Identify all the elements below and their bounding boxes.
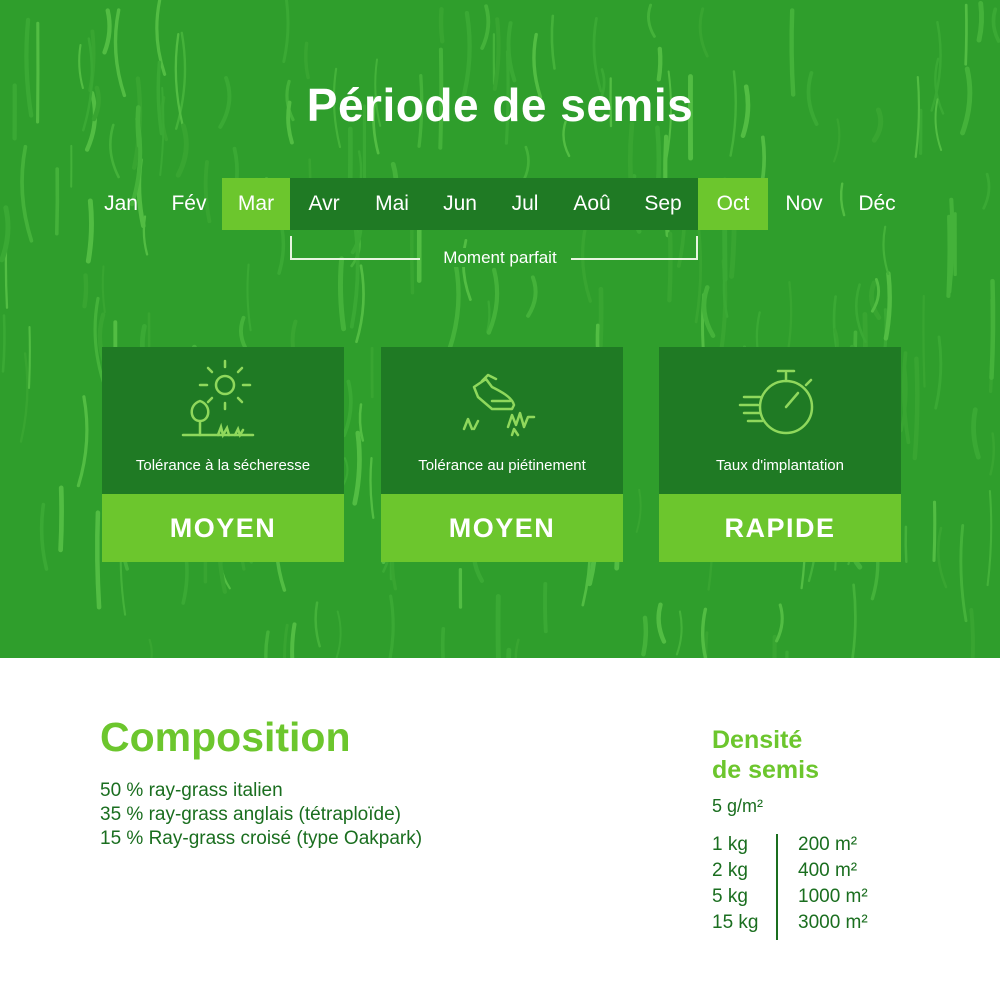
grass-blade [966, 5, 967, 64]
density-rate: 5 g/m² [712, 796, 764, 816]
stopwatch-icon [730, 357, 830, 445]
density-title-line1: Densité [712, 726, 803, 754]
month-jan: Jan [104, 192, 138, 215]
month-may: Mai [358, 178, 426, 230]
grass-blade [29, 327, 30, 388]
density-title-line2: de semis [712, 756, 820, 784]
month-feb: Fév [171, 192, 207, 215]
grass-blade [443, 629, 444, 658]
grass-blade [934, 502, 935, 560]
grass-blade [961, 526, 966, 621]
grass-blade [266, 632, 272, 658]
grass-blade [110, 125, 118, 177]
grass-blade [509, 650, 510, 658]
grass-blade [936, 337, 941, 408]
grass-blade [61, 488, 62, 550]
grass-blade [146, 640, 152, 658]
grass-blade [178, 126, 186, 175]
grass-blade [659, 605, 664, 642]
month-jun: Jun [426, 178, 494, 230]
card-label: Taux d'implantation [716, 457, 844, 474]
grass-blade [886, 274, 890, 339]
grass-blade [991, 434, 994, 475]
grass-blade [103, 266, 105, 312]
card-label: Tolérance à la sécheresse [135, 457, 311, 474]
month-mar: Mar [222, 178, 290, 230]
grass-blade [247, 265, 250, 331]
grass-blade [105, 11, 110, 53]
grass-blade [979, 3, 982, 40]
composition-item: 50 % ray-grass italien [100, 780, 283, 801]
grass-blade [850, 585, 855, 658]
grass-blade [449, 262, 458, 349]
density-table [712, 832, 902, 936]
grass-blade [333, 612, 341, 659]
composition-item: 35 % ray-grass anglais (tétraploïde) [100, 804, 401, 825]
grass-blade [97, 513, 99, 608]
month-jul: Jul [494, 178, 556, 230]
density-kg: 5 kg [712, 886, 748, 907]
month-dec: Déc [858, 192, 896, 215]
grass-blade [637, 490, 641, 532]
grass-blade [528, 277, 536, 315]
card-value: RAPIDE [659, 494, 901, 562]
card-drought-tolerance [102, 347, 344, 562]
grass-blade [516, 640, 523, 658]
grass-blade [648, 5, 654, 36]
grass-blade [974, 410, 979, 457]
grass-blade [915, 359, 918, 458]
month-timeline [0, 178, 1000, 230]
grass-blade [482, 6, 488, 48]
month-sep: Sep [628, 178, 698, 230]
grass-blade [386, 596, 393, 658]
card-label: Tolérance au piétinement [418, 457, 586, 474]
month-apr: Avr [290, 178, 358, 230]
grass-blade [923, 296, 924, 387]
grass-blade [704, 287, 713, 335]
grass-blade [677, 612, 682, 655]
card-value: MOYEN [102, 494, 344, 562]
density-kg: 2 kg [712, 860, 748, 881]
grass-blade [700, 9, 707, 56]
composition-item: 15 % Ray-grass croisé (type Oakpark) [100, 828, 423, 849]
grass-blade [3, 316, 4, 372]
grass-blade [988, 491, 992, 585]
grass-blade [355, 433, 360, 503]
grass-blade [968, 610, 973, 658]
density-area: 200 m² [798, 834, 858, 855]
density-row [712, 832, 902, 858]
grass-blade [21, 353, 27, 441]
grass-blade [938, 528, 946, 587]
density-kg: 15 kg [712, 912, 759, 933]
grass-blade [316, 603, 320, 647]
density-area: 400 m² [798, 860, 858, 881]
grass-blade [360, 405, 363, 441]
composition-title: Composition [100, 714, 351, 760]
page-title: Période de semis [306, 79, 694, 131]
grass-blade [643, 618, 645, 654]
grass-blade [370, 458, 373, 518]
density-kg: 1 kg [712, 834, 748, 855]
grass-blade [340, 259, 343, 329]
grass-blade [787, 652, 788, 658]
grass-blade [292, 624, 299, 658]
density-row [712, 884, 902, 910]
grass-blade [42, 505, 47, 569]
month-aug: Aoû [556, 178, 628, 230]
density-row [712, 910, 902, 936]
grass-blade [777, 605, 783, 641]
card-value: MOYEN [381, 494, 623, 562]
grass-blade [85, 275, 87, 306]
density-title [712, 725, 819, 785]
grass-blade [489, 270, 497, 333]
perfect-moment-label: Moment parfait [429, 248, 570, 267]
density-row [712, 858, 902, 884]
grass-blade [992, 281, 994, 378]
grass-blade [284, 0, 288, 62]
grass-blade [993, 9, 998, 41]
grass-blade [659, 49, 661, 79]
card-establishment-rate [659, 347, 901, 562]
grass-blade [344, 382, 351, 436]
grass-blade [498, 596, 499, 658]
month-oct: Oct [698, 178, 768, 230]
grass-blade [600, 289, 601, 345]
composition-list [100, 779, 422, 851]
grass-blade [552, 16, 555, 69]
grass-blade [78, 397, 87, 486]
grass-blade [545, 584, 546, 631]
month-nov: Nov [785, 192, 823, 215]
grass-blade [441, 9, 442, 41]
shoe-walking-icon [452, 357, 552, 445]
grass-blade [906, 527, 907, 562]
density-area: 3000 m² [798, 912, 868, 933]
card-trampling-tolerance [381, 347, 623, 562]
sun-tree-icon [173, 357, 273, 445]
density-area: 1000 m² [798, 886, 868, 907]
grass-blade [306, 43, 308, 77]
